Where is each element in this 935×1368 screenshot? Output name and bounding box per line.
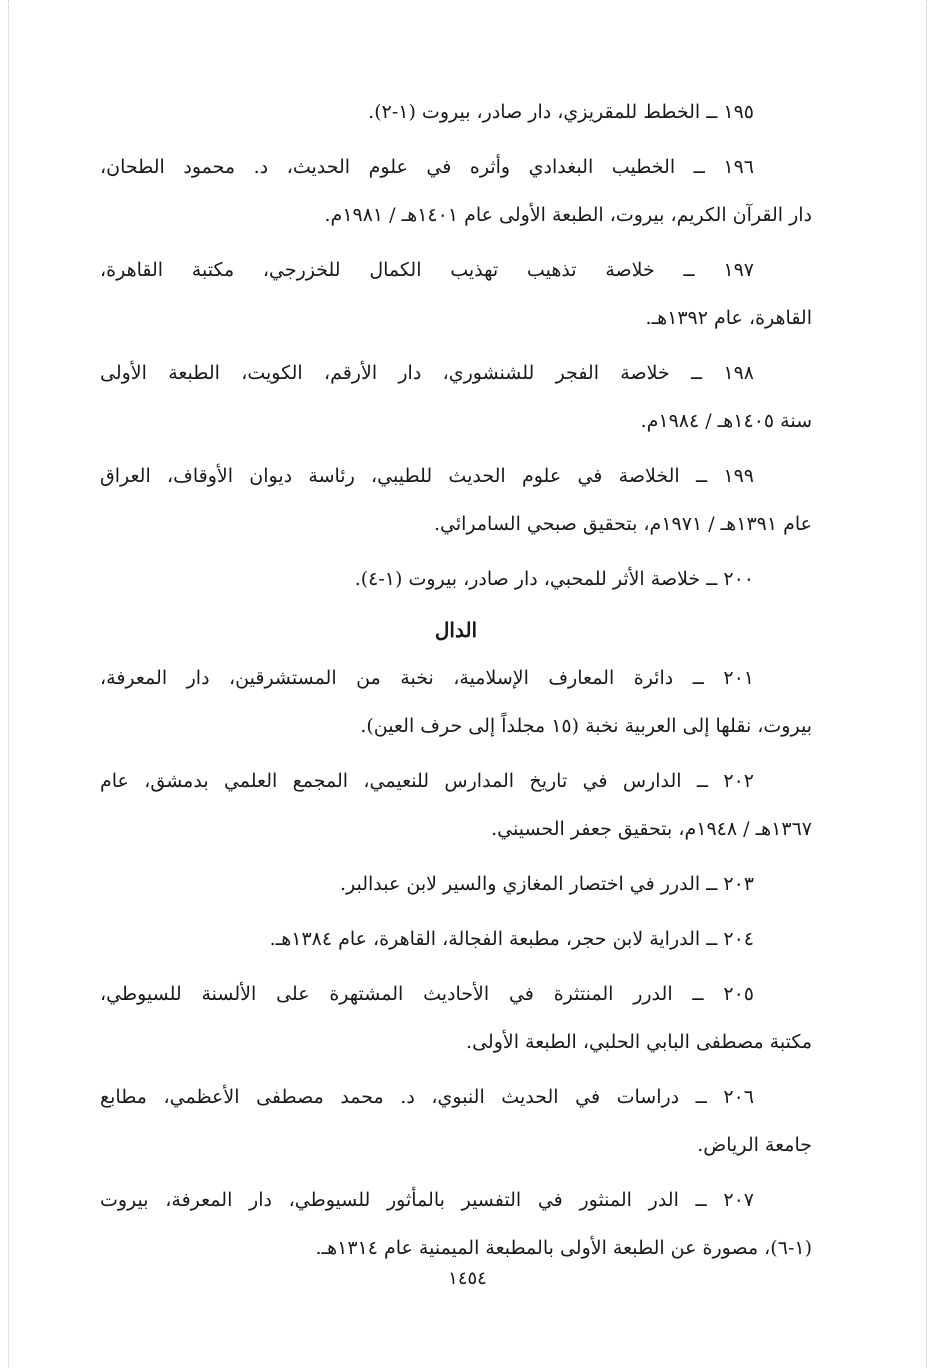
entry-line: ١٣٦٧هـ / ١٩٤٨م، بتحقيق جعفر الحسيني. <box>491 818 812 840</box>
entry-line: ٢٠٥ ــ الدرر المنتثرة في الأحاديث المشتهرة على الألسنة للسيوطي، <box>100 983 754 1005</box>
entry-line: سنة ١٤٠٥هـ / ١٩٨٤م. <box>640 410 812 432</box>
page-edge-left <box>8 0 9 1368</box>
entry-line: ٢٠٢ ــ الدارس في تاريخ المدارس للنعيمي، المجمع العلمي بدمشق، عام <box>100 770 754 792</box>
bibliography-entry <box>100 452 812 548</box>
entry-line: مكتبة مصطفى البابي الحلبي، الطبعة الأولى. <box>466 1031 812 1053</box>
entry-line: ١٩٥ ــ الخطط للمقريزي، دار صادر، بيروت (١-٢). <box>368 101 754 123</box>
entry-line: ١٩٨ ــ خلاصة الفجر للشنشوري، دار الأرقم، الكويت، الطبعة الأولى <box>100 362 754 384</box>
bibliography-entry <box>100 757 812 853</box>
bibliography-entry <box>100 654 812 750</box>
bibliography-entry <box>100 860 812 908</box>
entries-after-heading <box>100 654 812 1272</box>
bibliography-entry <box>100 1073 812 1169</box>
entry-line: ٢٠٤ ــ الدراية لابن حجر، مطبعة الفجالة، القاهرة، عام ١٣٨٤هـ. <box>269 928 754 950</box>
bibliography-content <box>100 88 812 1279</box>
entries-before-heading <box>100 88 812 603</box>
entry-line: ٢٠٣ ــ الدرر في اختصار المغازي والسير لابن عبدالبر. <box>339 873 754 895</box>
entry-line: دار القرآن الكريم، بيروت، الطبعة الأولى عام ١٤٠١هـ / ١٩٨١م. <box>324 204 812 226</box>
entry-line: ٢٠٠ ــ خلاصة الأثر للمحبي، دار صادر، بيروت (١-٤). <box>354 568 754 590</box>
entry-line: ١٩٩ ــ الخلاصة في علوم الحديث للطيبي، رئاسة ديوان الأوقاف، العراق <box>100 465 754 487</box>
entry-line: ١٩٦ ــ الخطيب البغدادي وأثره في علوم الحديث، د. محمود الطحان، <box>100 156 754 178</box>
entry-line: بيروت، نقلها إلى العربية نخبة (١٥ مجلداً إلى حرف العين). <box>360 715 812 737</box>
entry-line: ١٩٧ ــ خلاصة تذهيب تهذيب الكمال للخزرجي، مكتبة القاهرة، <box>100 259 754 281</box>
section-heading: الدال <box>434 618 478 642</box>
page-edge-right <box>926 0 927 1368</box>
entry-line: عام ١٣٩١هـ / ١٩٧١م، بتحقيق صبحي السامرائي. <box>433 513 812 535</box>
bibliography-entry <box>100 1176 812 1272</box>
entry-line: ٢٠٦ ــ دراسات في الحديث النبوي، د. محمد مصطفى الأعظمي، مطابع <box>100 1086 754 1108</box>
page-number: ١٤٥٤ <box>448 1268 487 1289</box>
bibliography-entry <box>100 349 812 445</box>
bibliography-entry <box>100 555 812 603</box>
entry-line: جامعة الرياض. <box>697 1134 812 1156</box>
entry-line: ٢٠٧ ــ الدر المنثور في التفسير بالمأثور للسيوطي، دار المعرفة، بيروت <box>100 1189 754 1211</box>
entry-line: ٢٠١ ــ دائرة المعارف الإسلامية، نخبة من المستشرقين، دار المعرفة، <box>100 667 754 689</box>
bibliography-entry <box>100 88 812 136</box>
bibliography-entry <box>100 143 812 239</box>
entry-line: (١-٦)، مصورة عن الطبعة الأولى بالمطبعة الميمنية عام ١٣١٤هـ. <box>315 1237 812 1259</box>
bibliography-entry <box>100 970 812 1066</box>
bibliography-entry <box>100 246 812 342</box>
bibliography-entry <box>100 915 812 963</box>
entry-line: القاهرة، عام ١٣٩٢هـ. <box>645 307 812 329</box>
